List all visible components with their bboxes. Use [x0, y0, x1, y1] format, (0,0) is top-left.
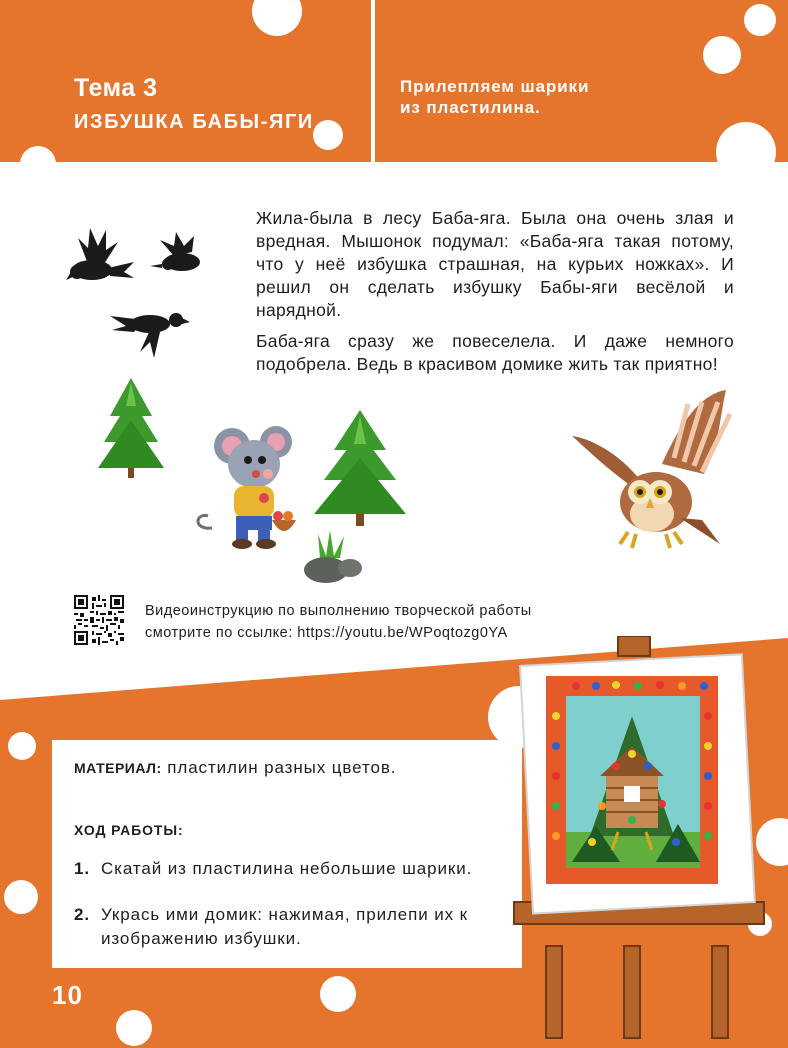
video-instruction-line: Видеоинструкцию по выполнению творческой работы [145, 603, 532, 619]
decor-dot [116, 1010, 152, 1046]
page-number: 10 [52, 980, 83, 1010]
story-paragraph: Жила-была в лесу Баба-яга. Была она очень злая и вредная. Мышонок подумал: «Баба-яга такая потому, что у неё избушка страшная, на курьих ножках». И решил он сделать избушку Бабы-яги весёлой и нарядной. [256, 208, 734, 320]
crows-illustration [64, 222, 204, 360]
step-item [74, 903, 514, 955]
easel-icon [506, 636, 772, 1040]
fir-tree-icon [312, 408, 408, 528]
crow-icon [66, 228, 134, 280]
decor-dot [320, 976, 356, 1012]
crow-icon [110, 313, 190, 358]
decor-dot [716, 122, 776, 182]
owl-icon [570, 384, 746, 560]
decor-dot [744, 4, 776, 36]
step-text: Укрась ими домик: нажимая, прилепи их к изображению избушки. [101, 905, 469, 948]
step-text: Скатай из пластилина небольшие шарики. [101, 859, 473, 878]
task-caption-line: Прилепляем шарики [400, 77, 590, 96]
topic-number: Тема 3 [74, 74, 158, 102]
step-number: 2. [74, 905, 90, 924]
decor-dot [4, 880, 38, 914]
story-paragraph: Баба-яга сразу же повеселела. И даже немного подобрела. Ведь в красивом домике жить так приятно! [256, 331, 734, 374]
crow-icon [150, 232, 200, 271]
step-item [74, 857, 514, 881]
fir-tree-icon [96, 376, 166, 480]
task-caption-line: из пластилина. [400, 98, 541, 117]
material-line [74, 758, 396, 778]
decor-dot [8, 732, 36, 760]
material-label: МАТЕРИАЛ: [74, 760, 162, 776]
plasticine-hut-picture [546, 676, 718, 884]
mouse-icon [192, 420, 302, 552]
grass-rock-icon [300, 528, 364, 584]
decor-dot [20, 146, 56, 182]
material-text: пластилин разных цветов. [167, 758, 397, 777]
decor-dot [703, 36, 741, 74]
topic-title: ИЗБУШКА БАБЫ-ЯГИ [74, 111, 314, 133]
task-caption [400, 76, 640, 118]
header-divider [371, 0, 375, 162]
story-text [256, 207, 734, 384]
decor-dot [313, 120, 343, 150]
video-link[interactable]: смотрите по ссылке: https://youtu.be/WPoqtozg0YA [145, 625, 508, 641]
step-number: 1. [74, 859, 90, 878]
steps-heading: ХОД РАБОТЫ: [74, 822, 184, 838]
